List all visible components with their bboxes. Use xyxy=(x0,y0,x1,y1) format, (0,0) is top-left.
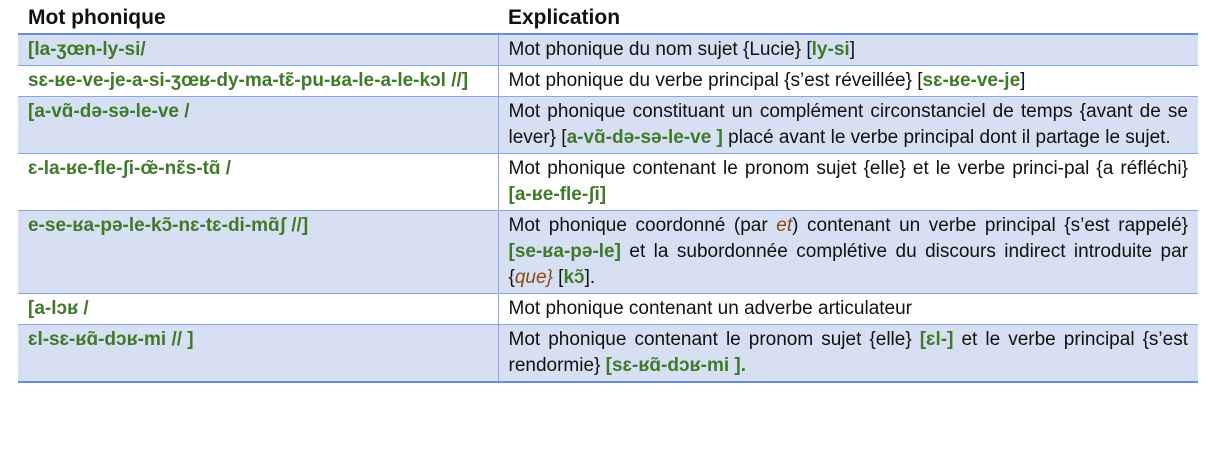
phonetic-fragment: sɛ-ʁe-ve-je xyxy=(922,70,1021,91)
explanation-text: et le verbe principal {s’est rendormie} xyxy=(508,329,1188,376)
explanation-text: Mot phonique contenant un adverbe articulateur xyxy=(508,298,912,319)
table-row xyxy=(18,154,1198,211)
explanation-text: ] xyxy=(1020,70,1026,91)
explanation-cell xyxy=(498,66,1198,97)
phonetic-table-container xyxy=(18,2,1198,383)
explanation-cell xyxy=(498,211,1198,294)
explanation-cell xyxy=(498,154,1198,211)
phonetic-table xyxy=(18,2,1198,383)
explanation-cell xyxy=(498,294,1198,325)
explanation-text: placé avant le verbe principal dont il partage le sujet. xyxy=(722,127,1171,148)
explanation-text: ] xyxy=(849,39,855,60)
explanation-text: ) contenant un verbe principal {s’est rappelé} xyxy=(792,215,1188,236)
table-row xyxy=(18,97,1198,154)
explanation-text: Mot phonique constituant un complément circonstanciel de temps {avant de se lever} [ xyxy=(508,101,1188,148)
explanation-cell xyxy=(498,325,1198,383)
header-explication: Explication xyxy=(498,2,1198,34)
phonetic-cell: [a-lɔʁ / xyxy=(18,294,498,325)
phonetic-fragment: [a-ʁe-fle-ʃi] xyxy=(508,184,607,205)
table-row xyxy=(18,211,1198,294)
table-row xyxy=(18,294,1198,325)
explanation-text: ]. xyxy=(584,267,596,288)
explanation-text: Mot phonique du verbe principal {s’est réveillée} [ xyxy=(508,70,923,91)
explanation-text: Mot phonique contenant le pronom sujet {elle} xyxy=(508,329,920,350)
explanation-cell xyxy=(498,34,1198,66)
phonetic-fragment: [ɛl-] xyxy=(919,329,954,350)
table-row xyxy=(18,34,1198,66)
phonetic-fragment: [sɛ-ʁɑ̃-dɔʁ-mi ]. xyxy=(605,355,747,376)
phonetic-cell: ɛl-sɛ-ʁɑ̃-dɔʁ-mi // ] xyxy=(18,325,498,383)
phonetic-fragment: kɔ̃ xyxy=(563,267,585,288)
table-row xyxy=(18,325,1198,383)
italic-word: et xyxy=(776,215,793,236)
phonetic-cell: e-se-ʁa-pə-le-kɔ̃-nɛ-tɛ-di-mɑ̃ʃ //] xyxy=(18,211,498,294)
explanation-text: et la subordonnée complétive du discours indirect introduite par { xyxy=(508,241,1188,288)
phonetic-fragment: [se-ʁa-pə-le] xyxy=(508,241,621,262)
explanation-text: [ xyxy=(552,267,564,288)
table-row xyxy=(18,66,1198,97)
header-mot-phonique: Mot phonique xyxy=(18,2,498,34)
italic-word: que} xyxy=(514,267,553,288)
explanation-text: Mot phonique coordonné (par xyxy=(508,215,777,236)
phonetic-cell: [la-ʒœn-ly-si/ xyxy=(18,34,498,66)
phonetic-cell: sɛ-ʁe-ve-je-a-si-ʒœʁ-dy-ma-tɛ̃-pu-ʁa-le-a-le-kɔl //] xyxy=(18,66,498,97)
phonetic-fragment: ly-si xyxy=(811,39,850,60)
header-row xyxy=(18,2,1198,34)
phonetic-cell: ɛ-la-ʁe-fle-ʃi-œ̃-nɛ̃s-tɑ̃ / xyxy=(18,154,498,211)
explanation-text: Mot phonique du nom sujet {Lucie} [ xyxy=(508,39,812,60)
phonetic-fragment: a-vɑ̃-də-sə-le-ve ] xyxy=(566,127,723,148)
phonetic-cell: [a-vɑ̃-də-sə-le-ve / xyxy=(18,97,498,154)
explanation-cell xyxy=(498,97,1198,154)
explanation-text: Mot phonique contenant le pronom sujet {elle} et le verbe princi-pal {a réfléchi} xyxy=(508,158,1188,179)
